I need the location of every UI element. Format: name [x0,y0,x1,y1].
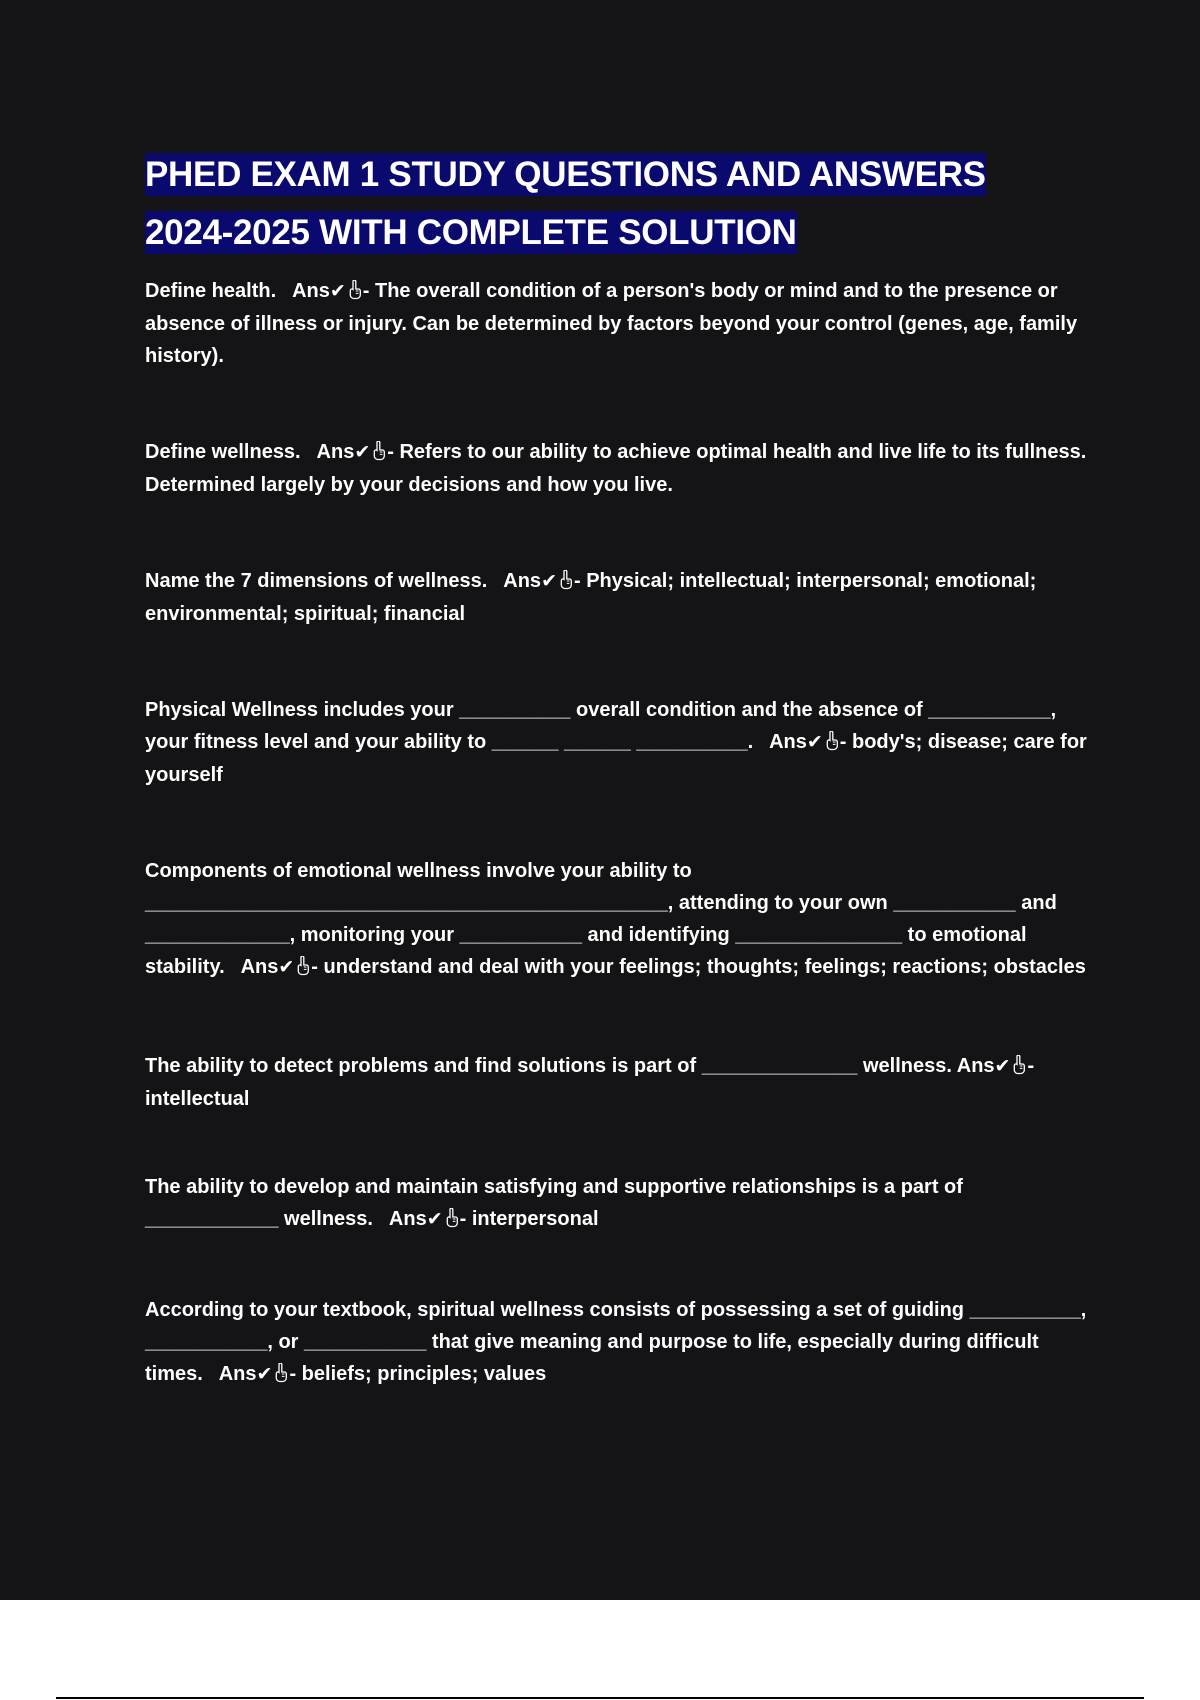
pointing-hand-icon [1013,1055,1025,1075]
qa-item [145,1050,1095,1115]
question-text: Define wellness. [145,441,317,463]
answer-text: - beliefs; principles; values [289,1363,547,1385]
answer-text: - understand and deal with your feelings; thoughts; feelings; reactions; obstacles [311,956,1086,978]
check-mark-icon: ✔ [994,1056,1011,1077]
title-line-2: 2024-2025 WITH COMPLETE SOLUTION [145,213,797,252]
question-text: The ability to develop and maintain satisfying and supportive relationships is a part of ____________ wellness. [145,1176,969,1230]
check-mark-icon: ✔ [256,1364,273,1385]
pointing-hand-icon [373,441,385,461]
title-line-1: PHED EXAM 1 STUDY QUESTIONS AND ANSWERS [145,155,986,194]
qa-item [145,1171,1095,1236]
question-text: Define health. [145,280,293,302]
check-mark-icon: ✔ [278,957,295,978]
answer-label: Ans [218,1363,257,1385]
answer-text: - intellectual [145,1055,1040,1110]
question-text: According to your textbook, spiritual wellness consists of possessing a set of guiding __________, ___________, or ___________ that give meaning and purpose to life, especially during difficult times. [145,1299,1092,1385]
answer-label: Ans [292,280,330,302]
pointing-hand-icon [297,956,309,976]
qa-item [145,1294,1095,1391]
answer-label: Ans [240,956,279,978]
answer-label: Ans [769,731,807,753]
pointing-hand-icon [275,1363,287,1383]
answer-label: Ans [316,441,355,463]
answer-text: - body's; disease; care for yourself [145,731,1093,786]
check-mark-icon: ✔ [806,732,823,753]
qa-item [145,275,1095,372]
document-content [145,146,1095,1391]
check-mark-icon: ✔ [329,281,346,302]
qa-item [145,694,1095,791]
answer-text: - interpersonal [459,1208,599,1230]
answer-text: - Refers to our ability to achieve optimal health and live life to its fullness. Determined largely by your decisions and how you live. [145,441,1092,496]
answer-label: Ans [503,570,542,592]
qa-item [145,436,1095,501]
question-text: Physical Wellness includes your __________ overall condition and the absence of ___________, your fitness level and your ability to ______ ______ __________. [145,699,1062,753]
answer-label: Ans [388,1208,427,1230]
check-mark-icon: ✔ [426,1209,443,1230]
pointing-hand-icon [446,1208,458,1228]
check-mark-icon: ✔ [541,571,557,592]
answer-text: - The overall condition of a person's body or mind and to the presence or absence of illness or injury. Can be determined by factors beyond your control (genes, age, family history). [145,280,1083,367]
document-title [145,146,1095,262]
question-text: Components of emotional wellness involve your ability to _______________________________________________, attending to your own ___________ and _____________, monitoring your ___________ and identifying _______________ to emotional stability. [145,860,1063,978]
check-mark-icon: ✔ [354,442,371,463]
answer-text: - Physical; intellectual; interpersonal; emotional; environmental; spiritual; financial [145,570,1042,625]
pointing-hand-icon [349,280,361,300]
question-text: Name the 7 dimensions of wellness. [145,570,504,592]
footer-divider [56,1697,1144,1699]
question-text: The ability to detect problems and find solutions is part of ______________ wellness. [145,1055,957,1077]
pointing-hand-icon [826,731,838,751]
answer-label: Ans [956,1055,995,1077]
qa-item [145,855,1095,984]
qa-item [145,565,1095,630]
pointing-hand-icon [560,570,572,590]
